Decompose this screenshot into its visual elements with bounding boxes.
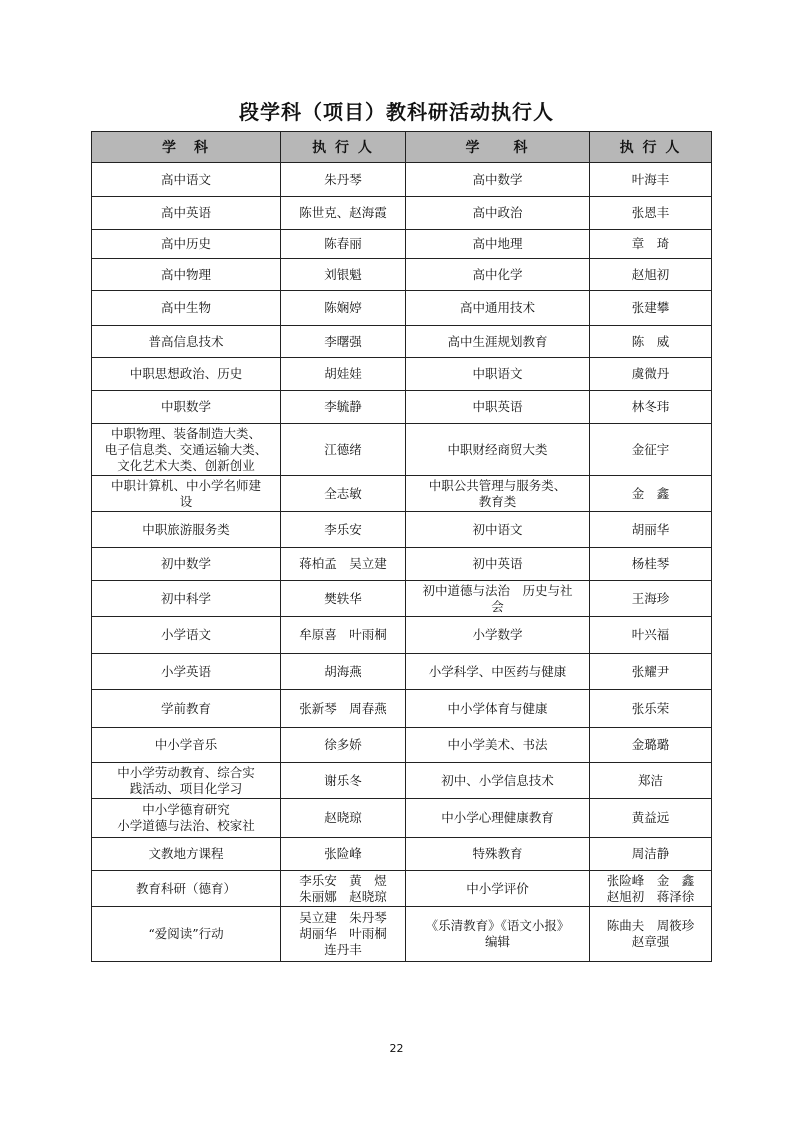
subject-cell (92, 230, 281, 259)
subject-cell (92, 197, 281, 230)
subject-cell (92, 763, 281, 799)
cell-text: 张险峰 (324, 846, 362, 861)
subject-cell (406, 838, 590, 871)
table-row (92, 548, 712, 581)
executor-cell (590, 358, 712, 391)
cell-text: 中职物理、装备制造大类、 电子信息类、交通运输大类、 文化艺术大类、创新创业 (104, 425, 268, 473)
cell-text: 杨桂琴 (631, 556, 670, 571)
executor-cell (281, 871, 406, 907)
cell-text: 刘银魁 (324, 266, 362, 282)
table-row (92, 838, 712, 871)
table-row (92, 476, 712, 512)
subject-cell (406, 424, 590, 476)
executor-cell (590, 512, 712, 548)
subject-cell (406, 690, 590, 728)
executor-cell (590, 197, 712, 230)
cell-text: 朱丹琴 (324, 171, 362, 187)
cell-text: 高中通用技术 (459, 300, 535, 315)
table-row (92, 728, 712, 763)
cell-text: 中小学体育与健康 (447, 700, 548, 716)
cell-text: 小学科学、中医药与健康 (428, 663, 567, 679)
cell-text: 郑洁 (637, 772, 663, 788)
subject-cell (92, 512, 281, 548)
subject-cell (92, 690, 281, 728)
cell-text: 叶海丰 (631, 171, 670, 187)
subject-cell (92, 358, 281, 391)
cell-text: 周洁静 (631, 846, 670, 861)
table-row (92, 581, 712, 617)
cell-text: 金 鑫 (631, 485, 670, 501)
executor-cell (590, 581, 712, 617)
table-row (92, 424, 712, 476)
page-number: 22 (389, 1042, 404, 1055)
cell-text: 李曙强 (324, 333, 362, 349)
executor-cell (590, 548, 712, 581)
cell-text: 中职计算机、中小学名师建 设 (110, 477, 261, 509)
subject-cell (406, 391, 590, 424)
cell-text: 中小学评价 (466, 880, 529, 896)
table-row (92, 907, 712, 962)
cell-text: 高中生涯规划教育 (447, 333, 548, 349)
executor-cell (281, 548, 406, 581)
table-body (92, 163, 712, 962)
cell-text: 高中历史 (160, 236, 211, 251)
subject-cell (92, 291, 281, 326)
cell-text: 黄益远 (631, 810, 670, 825)
subject-cell (406, 728, 590, 763)
subject-cell (406, 358, 590, 391)
cell-text: 小学英语 (160, 663, 211, 679)
executor-cell (281, 728, 406, 763)
cell-text: 张新琴 周春燕 (299, 700, 387, 716)
table-row (92, 230, 712, 259)
cell-text: 赵旭初 (631, 266, 670, 282)
subject-cell (92, 391, 281, 424)
cell-text: 初中英语 (472, 556, 523, 571)
cell-text: 小学语文 (160, 627, 211, 642)
executor-cell (590, 871, 712, 907)
table-row (92, 871, 712, 907)
cell-text: 陈娴婷 (324, 300, 362, 315)
subject-cell (92, 617, 281, 654)
executor-cell (281, 230, 406, 259)
cell-text: 吴立建 朱丹琴 胡丽华 叶雨桐 连丹丰 (299, 910, 387, 957)
executor-cell (590, 838, 712, 871)
cell-text: 文教地方课程 (148, 846, 224, 861)
cell-text: 张建攀 (631, 300, 670, 315)
executor-cell (590, 799, 712, 838)
subject-cell (406, 654, 590, 690)
cell-text: 中小学音乐 (154, 737, 218, 752)
subject-cell (406, 871, 590, 907)
subject-cell (92, 476, 281, 512)
subject-cell (406, 291, 590, 326)
cell-text: 李毓静 (324, 399, 362, 414)
executor-cell (281, 690, 406, 728)
cell-text: 高中语文 (160, 171, 211, 187)
cell-text: 陈曲夫 周筱珍 赵章强 (606, 918, 695, 949)
subject-cell (406, 512, 590, 548)
subject-cell (92, 907, 281, 962)
cell-text: 赵晓琼 (324, 810, 362, 825)
cell-text: 初中语文 (472, 521, 523, 537)
executor-cell (590, 259, 712, 291)
executor-cell (281, 512, 406, 548)
cell-text: 中小学德育研究 小学道德与法治、校家社 (117, 802, 255, 833)
executor-cell (281, 581, 406, 617)
executor-cell (281, 838, 406, 871)
subject-cell (406, 907, 590, 962)
cell-text: 胡丽华 (631, 521, 670, 537)
subject-cell (406, 230, 590, 259)
cell-text: 《乐清教育》《语文小报》 编辑 (425, 918, 570, 949)
executor-cell (590, 617, 712, 654)
executor-cell (281, 197, 406, 230)
subject-cell (92, 581, 281, 617)
executor-cell (590, 230, 712, 259)
executor-cell (590, 391, 712, 424)
cell-text: 中职英语 (472, 399, 523, 414)
table-row (92, 358, 712, 391)
cell-text: 高中地理 (472, 236, 523, 251)
subject-cell (406, 617, 590, 654)
table-row (92, 291, 712, 326)
subject-cell (92, 424, 281, 476)
cell-text: 叶兴福 (631, 627, 670, 642)
executor-cell (281, 259, 406, 291)
subject-cell (406, 163, 590, 197)
cell-text: 虞微丹 (631, 366, 670, 381)
executor-cell (590, 326, 712, 358)
cell-text: 中职思想政治、历史 (129, 366, 243, 381)
executor-cell (281, 163, 406, 197)
cell-text: 高中物理 (160, 266, 211, 282)
cell-text: 初中、小学信息技术 (441, 772, 554, 788)
cell-text: 陈 威 (631, 333, 670, 349)
table-row (92, 326, 712, 358)
cell-text: 蒋柏孟 吴立建 (299, 556, 387, 571)
table-row (92, 391, 712, 424)
subject-cell (406, 259, 590, 291)
cell-text: 中职财经商贸大类 (447, 441, 548, 457)
cell-text: 李乐安 黄 煜 朱丽娜 赵晓琼 (299, 872, 387, 904)
executor-cell (281, 391, 406, 424)
subject-cell (406, 763, 590, 799)
assignment-table (91, 131, 712, 962)
subject-cell (406, 799, 590, 838)
executor-cell (590, 690, 712, 728)
subject-cell (92, 163, 281, 197)
table-row (92, 512, 712, 548)
header-subject: 学 科 (406, 132, 590, 163)
page-title: 段学科（项目）教科研活动执行人 (239, 100, 554, 124)
cell-text: 李乐安 (324, 521, 362, 537)
subject-cell (406, 197, 590, 230)
table-row (92, 654, 712, 690)
subject-cell (406, 476, 590, 512)
cell-text: 牟原喜 叶雨桐 (299, 627, 387, 642)
executor-cell (590, 424, 712, 476)
cell-text: 高中政治 (472, 205, 523, 220)
executor-cell (590, 654, 712, 690)
executor-cell (281, 424, 406, 476)
subject-cell (92, 728, 281, 763)
subject-cell (406, 581, 590, 617)
cell-text: 高中英语 (160, 205, 211, 220)
cell-text: 中职数学 (160, 399, 211, 414)
subject-cell (92, 871, 281, 907)
cell-text: 小学数学 (472, 627, 523, 642)
cell-text: 张乐荣 (631, 700, 670, 716)
cell-text: 特殊教育 (472, 846, 523, 861)
subject-cell (92, 548, 281, 581)
executor-cell (281, 907, 406, 962)
cell-text: 樊轶华 (324, 590, 362, 606)
cell-text: 胡海燕 (324, 663, 362, 679)
cell-text: 金璐璐 (631, 737, 670, 752)
cell-text: 陈春丽 (324, 236, 362, 251)
cell-text: 中小学心理健康教育 (441, 810, 554, 825)
cell-text: 高中生物 (160, 300, 211, 315)
executor-cell (281, 654, 406, 690)
table-row (92, 799, 712, 838)
cell-text: 江德绪 (324, 441, 362, 457)
cell-text: 中小学美术、书法 (447, 737, 548, 752)
executor-cell (590, 763, 712, 799)
cell-text: 张耀尹 (631, 663, 670, 679)
subject-cell (92, 838, 281, 871)
cell-text: 高中化学 (472, 266, 523, 282)
header-subject: 学 科 (92, 132, 281, 163)
table-row (92, 763, 712, 799)
cell-text: 全志敏 (324, 485, 362, 501)
cell-text: 金征宇 (631, 441, 670, 457)
executor-cell (590, 163, 712, 197)
cell-text: 中小学劳动教育、综合实 践活动、项目化学习 (117, 764, 255, 796)
cell-text: 张恩丰 (631, 205, 670, 220)
table-row (92, 617, 712, 654)
executor-cell (590, 476, 712, 512)
cell-text: 学前教育 (160, 700, 211, 716)
executor-cell (281, 358, 406, 391)
table-row (92, 690, 712, 728)
executor-cell (281, 799, 406, 838)
subject-cell (92, 259, 281, 291)
cell-text: 教育科研（德育） (135, 880, 236, 896)
executor-cell (590, 907, 712, 962)
cell-text: 普高信息技术 (148, 333, 224, 349)
cell-text: 张险峰 金 鑫 赵旭初 蒋泽徐 (606, 872, 695, 904)
cell-text: 陈世克、赵海霞 (299, 205, 387, 220)
executor-cell (590, 728, 712, 763)
executor-cell (281, 763, 406, 799)
table-row (92, 163, 712, 197)
subject-cell (406, 548, 590, 581)
executor-cell (281, 291, 406, 326)
cell-text: 章 琦 (631, 236, 670, 251)
subject-cell (92, 654, 281, 690)
cell-text: 中职公共管理与服务类、 教育类 (428, 477, 567, 509)
cell-text: 初中道德与法治 历史与社 会 (422, 582, 573, 614)
table-row (92, 197, 712, 230)
cell-text: 谢乐冬 (324, 772, 362, 788)
cell-text: 林冬玮 (631, 399, 670, 414)
table-header-row (92, 132, 712, 163)
executor-cell (281, 617, 406, 654)
cell-text: 王海珍 (631, 590, 670, 606)
executor-cell (281, 326, 406, 358)
cell-text: 胡娃娃 (324, 366, 362, 381)
cell-text: 中职语文 (472, 366, 523, 381)
header-executor: 执 行 人 (590, 132, 712, 163)
executor-cell (281, 476, 406, 512)
subject-cell (92, 326, 281, 358)
header-executor: 执 行 人 (281, 132, 406, 163)
cell-text: 初中科学 (160, 590, 211, 606)
cell-text: 初中数学 (160, 556, 211, 571)
subject-cell (92, 799, 281, 838)
cell-text: 徐多娇 (324, 737, 362, 752)
cell-text: 中职旅游服务类 (142, 521, 230, 537)
table-row (92, 259, 712, 291)
cell-text: 高中数学 (472, 171, 523, 187)
executor-cell (590, 291, 712, 326)
cell-text: “爱阅读”行动 (148, 926, 224, 941)
subject-cell (406, 326, 590, 358)
